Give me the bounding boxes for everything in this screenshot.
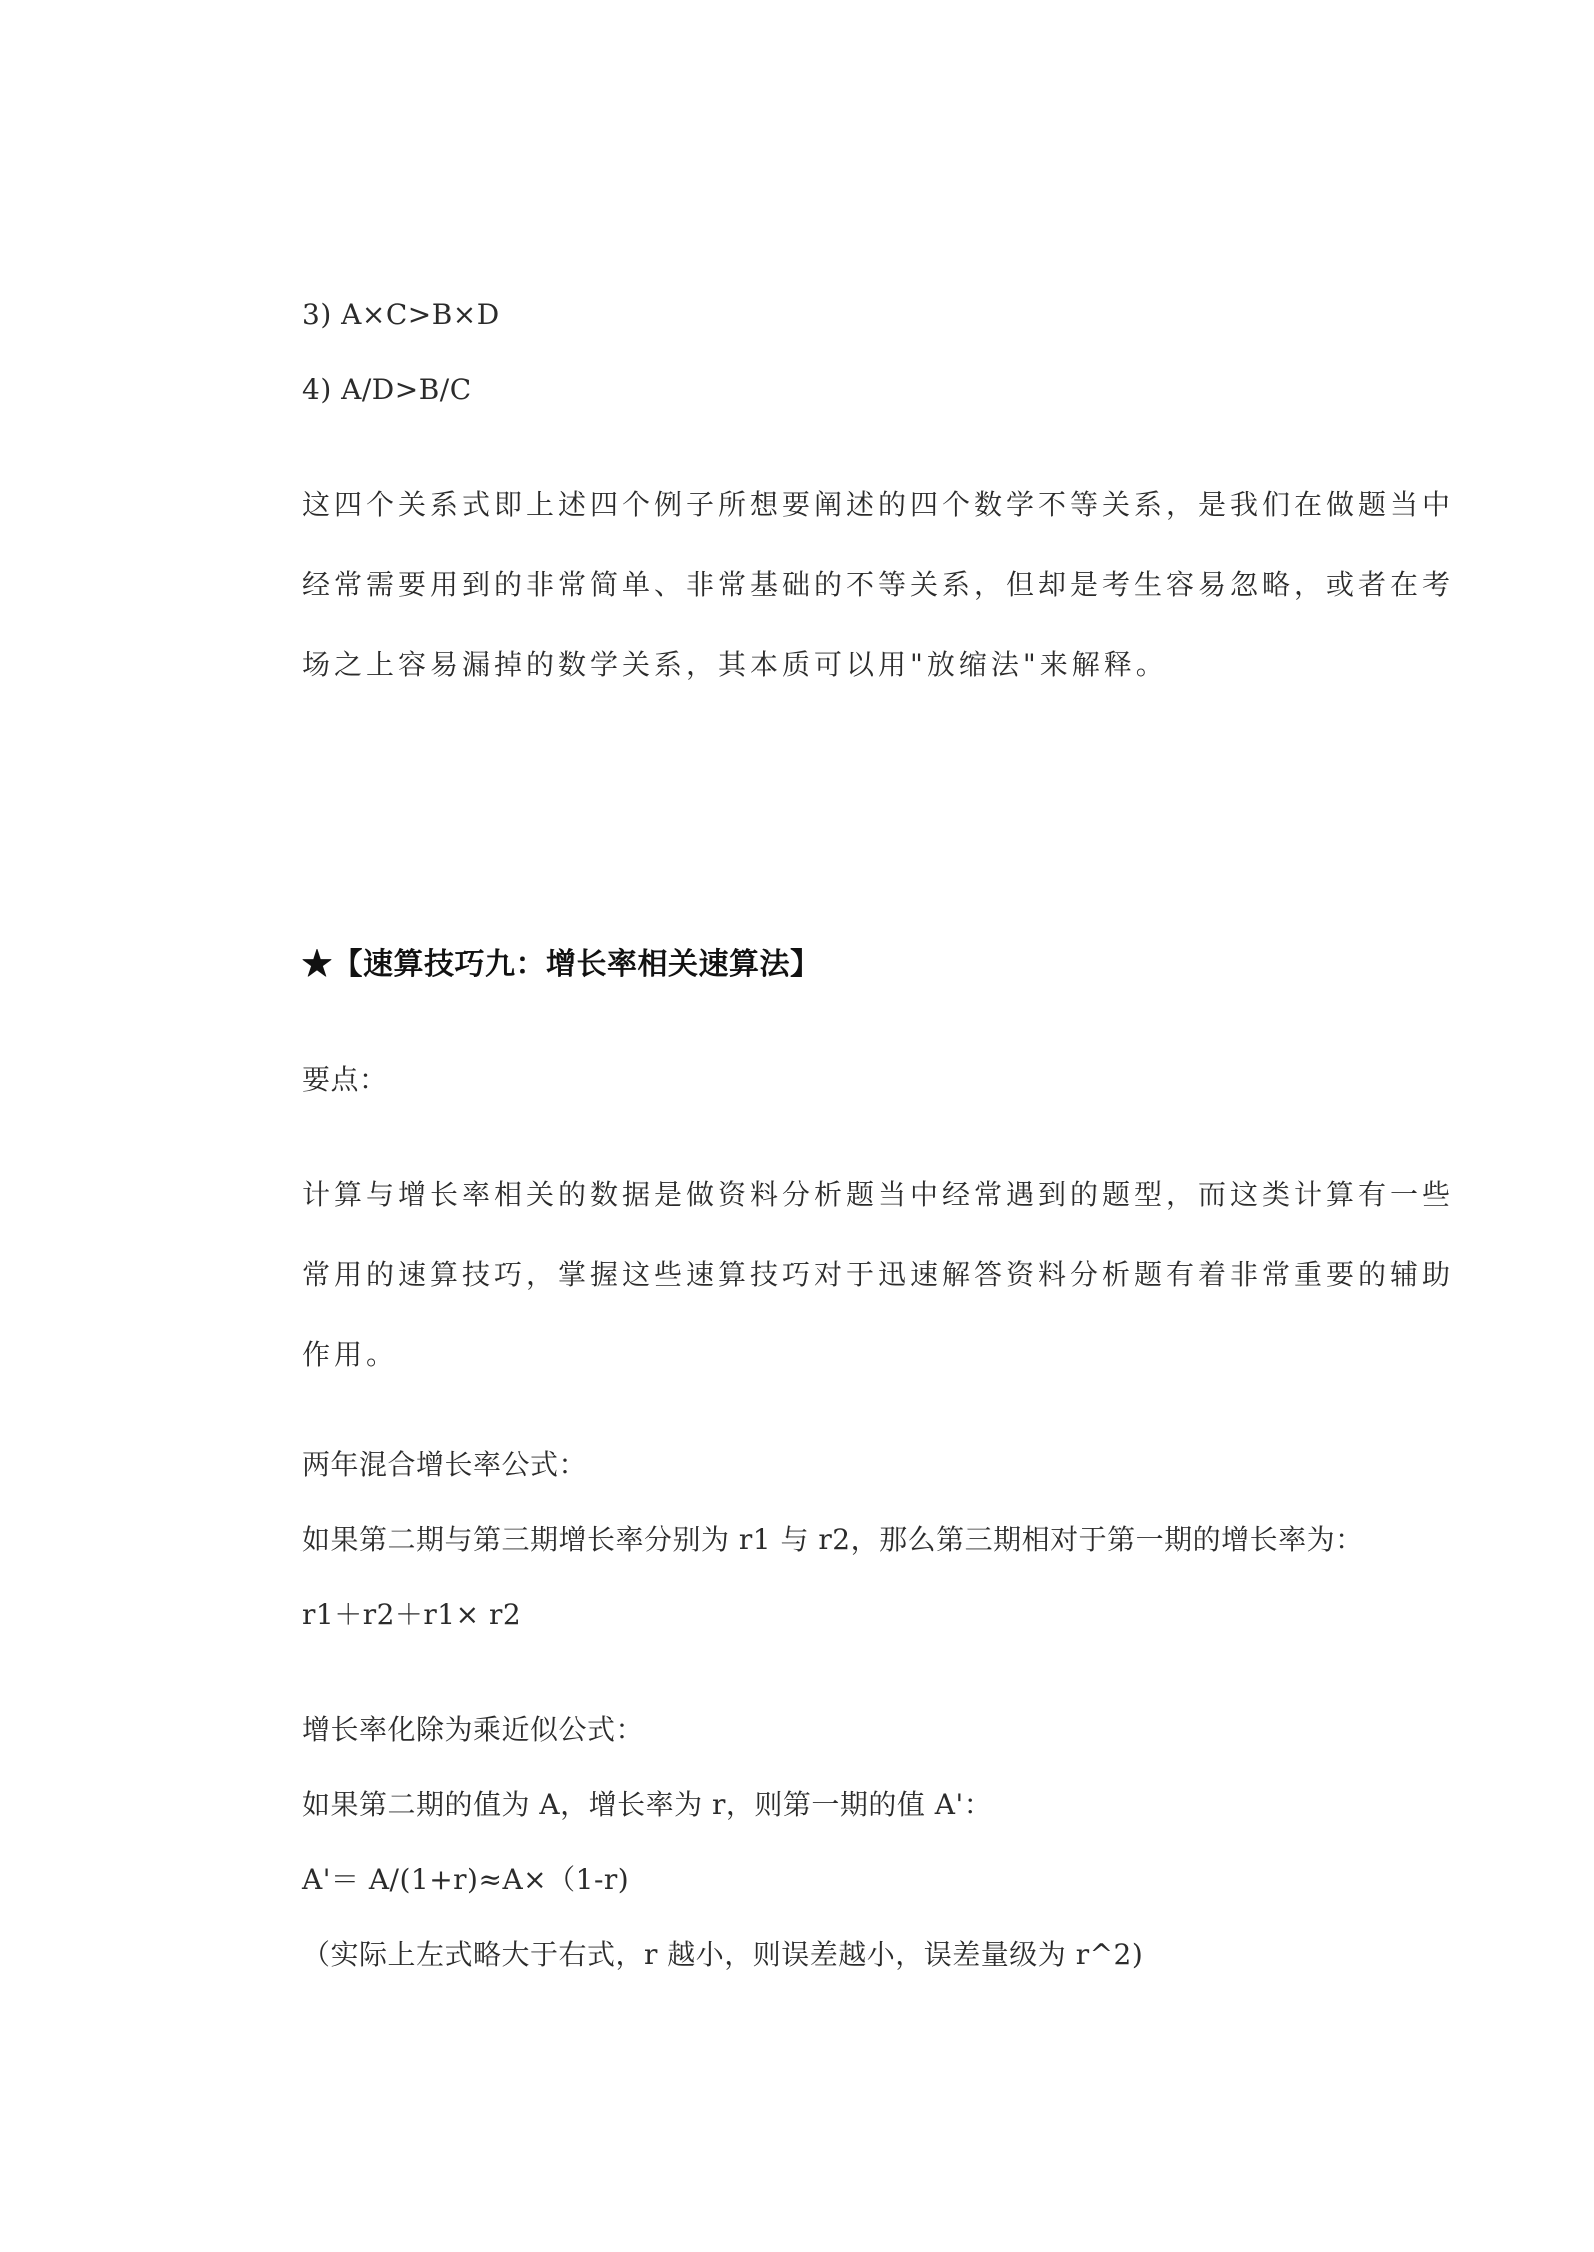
paragraph-2-line-3: 作用。 bbox=[302, 1338, 399, 1371]
approx-formula-note: （实际上左式略大于右式，r 越小，则误差越小，误差量级为 r^2) bbox=[302, 1938, 1144, 1971]
section-heading: ★【速算技巧九：增长率相关速算法】 bbox=[302, 947, 821, 982]
formula-line-3: 3) A×C>B×D bbox=[302, 298, 500, 331]
paragraph-1-line-1: 这四个关系式即上述四个例子所想要阐述的四个数学不等关系，是我们在做题当中 bbox=[302, 488, 1455, 521]
approx-formula-title: 增长率化除为乘近似公式： bbox=[302, 1713, 645, 1746]
paragraph-1-line-2: 经常需要用到的非常简单、非常基础的不等关系，但却是考生容易忽略，或者在考 bbox=[302, 568, 1455, 601]
formula-line-4: 4) A/D>B/C bbox=[302, 373, 472, 406]
approx-formula: A'＝ A/(1+r)≈A×（1-r) bbox=[302, 1863, 630, 1896]
two-year-growth-formula: r1＋r2＋r1× r2 bbox=[302, 1598, 522, 1631]
approx-formula-description: 如果第二期的值为 A，增长率为 r，则第一期的值 A'： bbox=[302, 1788, 993, 1821]
two-year-growth-title: 两年混合增长率公式： bbox=[302, 1448, 588, 1481]
paragraph-1-line-3: 场之上容易漏掉的数学关系，其本质可以用"放缩法"来解释。 bbox=[302, 648, 1168, 681]
key-points-label: 要点： bbox=[302, 1063, 388, 1096]
two-year-growth-description: 如果第二期与第三期增长率分别为 r1 与 r2，那么第三期相对于第一期的增长率为： bbox=[302, 1523, 1364, 1556]
paragraph-2-line-1: 计算与增长率相关的数据是做资料分析题当中经常遇到的题型，而这类计算有一些 bbox=[302, 1178, 1455, 1211]
paragraph-2-line-2: 常用的速算技巧，掌握这些速算技巧对于迅速解答资料分析题有着非常重要的辅助 bbox=[302, 1258, 1455, 1291]
